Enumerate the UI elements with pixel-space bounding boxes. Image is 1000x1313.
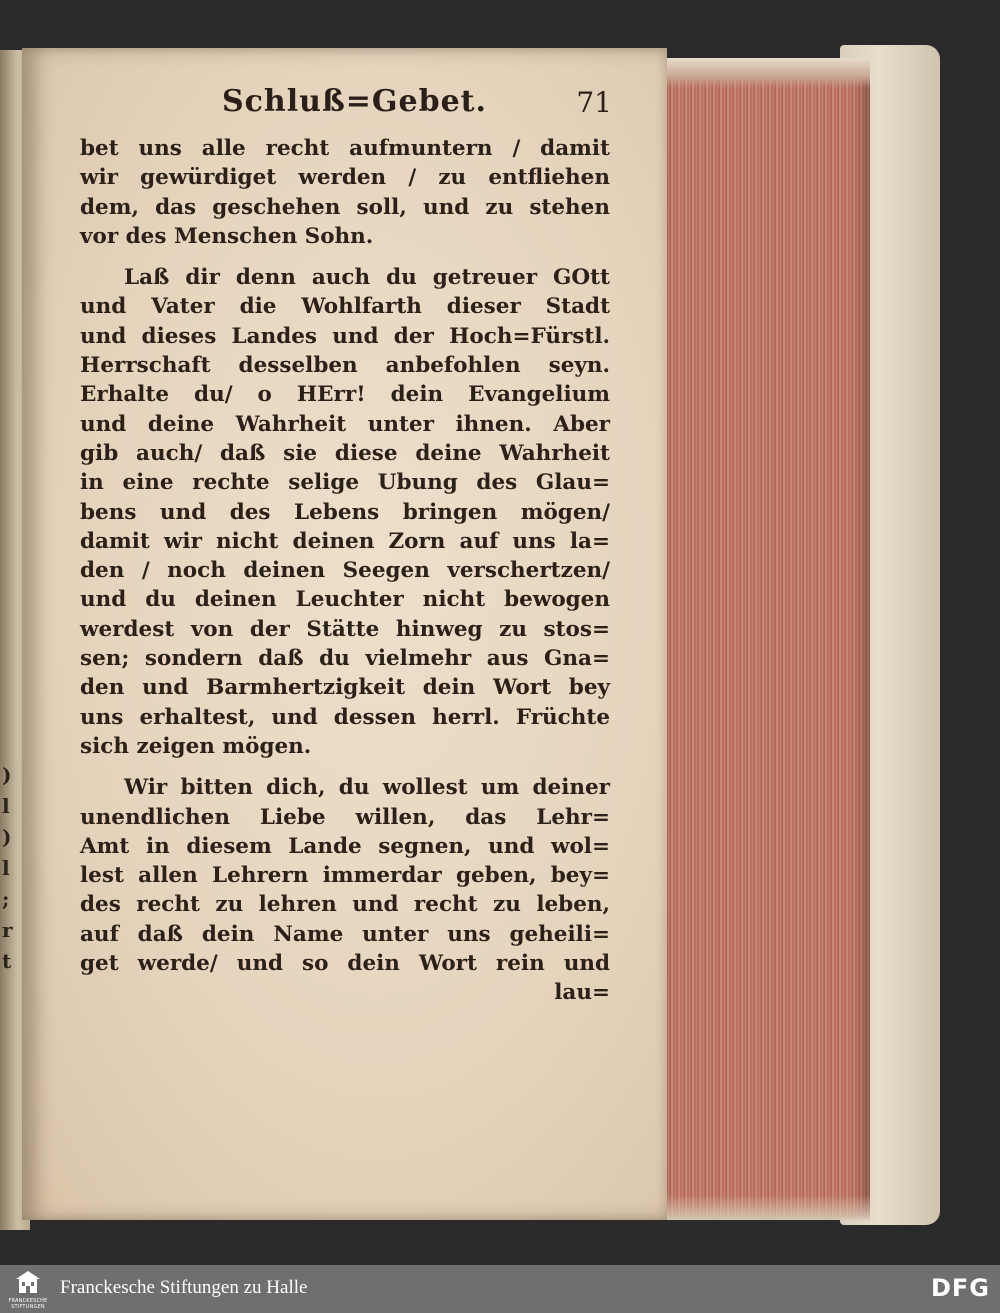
text-line: Laß dir denn auch du getreuer GOtt [124,265,610,291]
running-title: Schluß=Gebet. [222,84,487,119]
building-icon [8,1269,48,1299]
page-fore-edge-bottom [660,1195,870,1220]
text-line: in eine rechte selige Ubung des Glau= [80,470,610,496]
logo-caption-line: FRANCKESCHE [8,1298,48,1304]
text-line: des recht zu lehren und recht zu leben, [80,892,610,918]
text-line: sen; sondern daß du vielmehr aus Gna= [80,646,610,672]
text-line: uns erhaltest, und dessen herrl. Früchte [80,704,610,730]
text-line: und Vater die Wohlfarth dieser Stadt [80,294,610,320]
catchword: lau= [554,980,610,1006]
left-fragment: l [2,856,10,880]
text-line: bens und des Lebens bringen mögen/ [80,499,610,525]
text-line: damit wir nicht deinen Zorn auf uns la= [80,528,610,554]
institution-name[interactable]: Franckesche Stiftungen zu Halle [60,1277,308,1298]
page-header [222,84,612,128]
book-page [22,48,667,1220]
dfg-logo[interactable]: DFG [930,1274,990,1302]
text-line: und du deinen Leuchter nicht bewogen [80,587,610,613]
text-line: auf daß dein Name unter uns geheili= [80,921,610,947]
text-line: Herrschaft desselben anbefohlen seyn. [80,353,610,379]
text-line: Erhalte du/ o HErr! dein Evangelium [80,382,610,408]
left-fragment: ; [2,887,10,911]
text-line: unendlichen Liebe willen, das Lehr= [80,804,610,830]
page-number: 71 [576,86,612,119]
page-body-text [80,134,610,1008]
left-page-text-fragments [2,760,22,977]
text-line: und deine Wahrheit unter ihnen. Aber [80,411,610,437]
logo-caption [2,1298,54,1310]
text-line: Amt in diesem Lande segnen, und wol= [80,833,610,859]
text-line: dem, das geschehen soll, und zu stehen [80,194,610,220]
text-line: lest allen Lehrern immerdar geben, bey= [80,863,610,889]
text-line: get werde/ und so dein Wort rein und [80,951,610,977]
text-line: den / noch deinen Seegen verschertzen/ [80,558,610,584]
left-fragment: ) [2,825,12,849]
text-line: werdest von der Stätte hinweg zu stos= [80,616,610,642]
text-line: vor des Menschen Sohn. [80,223,374,249]
text-line: bet uns alle recht aufmuntern / damit [80,136,610,161]
text-line: und dieses Landes und der Hoch=Fürstl. [80,323,610,349]
left-fragment: ) [2,763,12,787]
footer-bar [0,1265,1000,1313]
text-line: den und Barmhertzigkeit dein Wort bey [80,675,610,701]
left-fragment: t [2,949,12,973]
logo-caption-line: STIFTUNGEN [11,1304,45,1310]
left-fragment: r [2,918,13,942]
text-line: wir gewürdiget werden / zu entfliehen [80,165,610,191]
left-fragment: l [2,794,10,818]
text-line: gib auch/ daß sie diese deine Wahrheit [80,440,610,466]
page-fore-edge [660,58,870,1218]
text-line: sich zeigen mögen. [80,733,312,759]
text-line: Wir bitten dich, du wollest um deiner [124,775,610,801]
